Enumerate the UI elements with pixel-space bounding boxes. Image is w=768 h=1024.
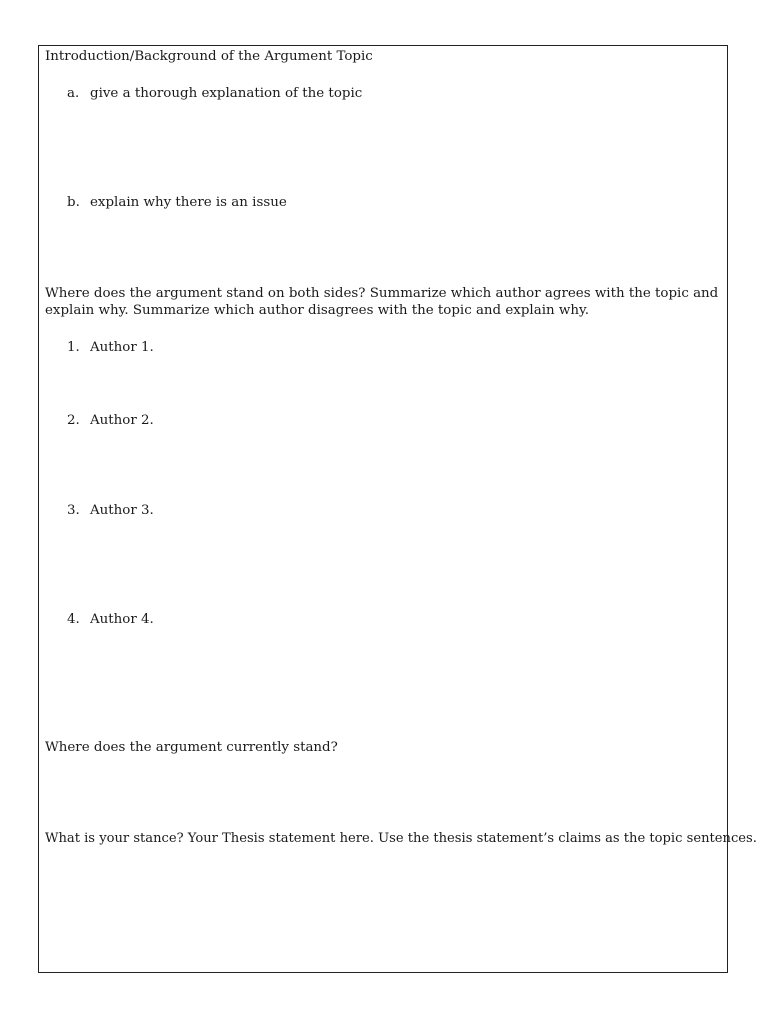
section-heading: Introduction/Background of the Argument Topic — [45, 49, 373, 64]
list-item-text: explain why there is an issue — [90, 195, 287, 210]
list-marker: b. — [67, 195, 80, 210]
current-stand-question: Where does the argument currently stand? — [45, 740, 338, 755]
question-line: Where does the argument stand on both sides? Summarize which author agrees with the topic and — [45, 286, 719, 301]
list-marker: 4. — [67, 612, 80, 627]
question-line: explain why. Summarize which author disagrees with the topic and explain why. — [45, 303, 589, 318]
author-label: Author 3. — [90, 503, 154, 518]
author-label: Author 4. — [90, 612, 154, 627]
list-item-text: give a thorough explanation of the topic — [90, 86, 363, 101]
author-label: Author 2. — [90, 413, 154, 428]
list-marker: 1. — [67, 340, 80, 355]
list-marker: 3. — [67, 503, 80, 518]
author-label: Author 1. — [90, 340, 154, 355]
list-marker: a. — [67, 86, 80, 101]
stance-question: What is your stance? Your Thesis statement here. Use the thesis statement’s claims as the topic sentences. — [45, 831, 757, 846]
list-marker: 2. — [67, 413, 80, 428]
